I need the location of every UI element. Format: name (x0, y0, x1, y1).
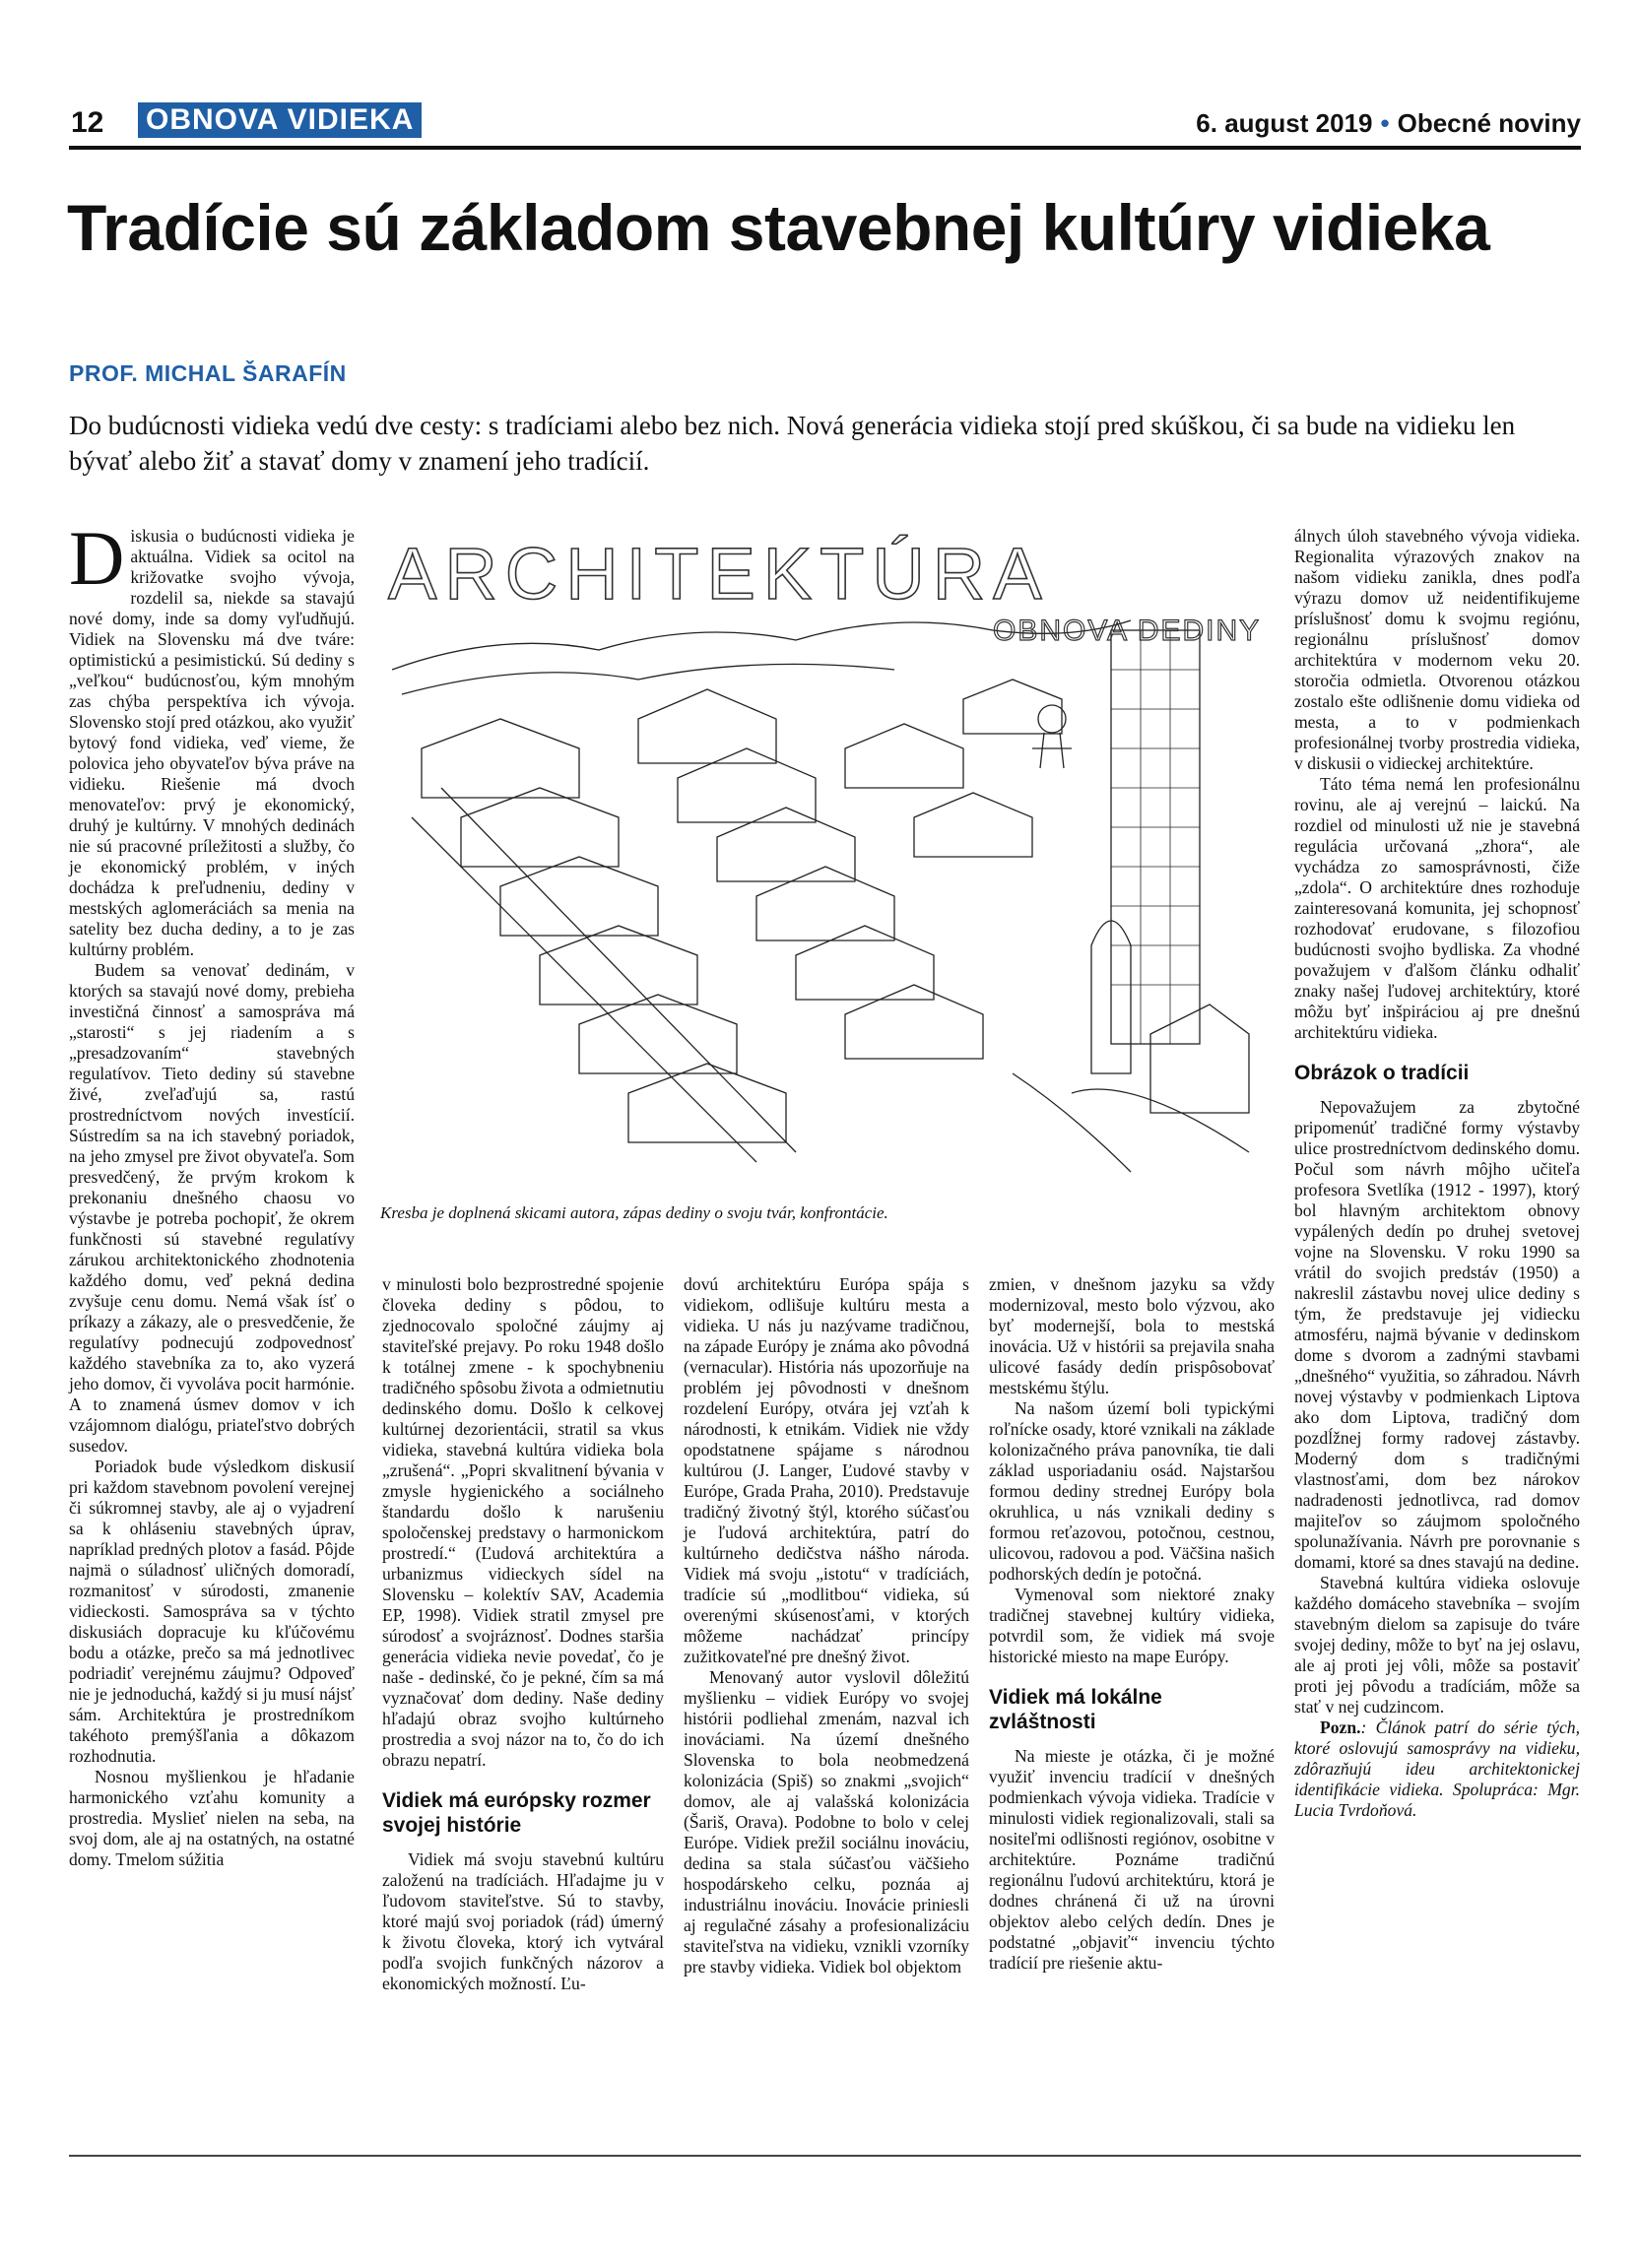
article-lead: Do budúcnosti vidieka vedú dve cesty: s tradíciami alebo bez nich. Nová generácia vidieka stojí pred skúškou, či sa bude na vidieku len bývať alebo žiť a stavať domy v znamení jeho tradícií. (69, 411, 1516, 476)
house-row (638, 689, 983, 1059)
house-row (422, 719, 786, 1142)
footer-rule (69, 2155, 1581, 2157)
paragraph: Stavebná kultúra vidieka oslovuje každého domáceho stavebníka – svojím stavebným dielom sa zapisuje do tváre svojej dediny, môže to byť na jej oslavu, ale aj proti jej vôli, môže sa postaviť proti jej pôvodu a tradíciám, môže sa stať v nej cudzincom. (1294, 1573, 1580, 1717)
publication-name: Obecné noviny (1397, 108, 1581, 138)
paragraph: Nosnou myšlienkou je hľadanie harmonického vzťahu komunity a prostredia. Myslieť nielen na seba, na svoj dom, ale aj na ostatných, na ostatné domy. Tmelom súžitia (69, 1767, 355, 1869)
column-5 (1294, 526, 1580, 1821)
subheading: Vidiek má európsky rozmer svojej histórie (382, 1789, 651, 1837)
issue-info (1196, 108, 1581, 139)
sketch-title: ARCHITEKTÚRA (388, 533, 1050, 615)
paragraph: álnych úloh stavebného vývoja vidieka. Regionalita výrazových znakov na našom vidieku zanikla, dnes podľa výrazu domov už neidentifikujeme príslušnosť domu k svojmu regiónu, regionálnu príslušnosť domov architektúra v modernom veku 20. storočia odmietla. Otvorenou otázkou zostalo ešte odlišnenie domu vidieka od mesta, a to v podmienkach profesionálnej tvorby prostredia vidieka, v diskusii o vidieckej architektúre. (1294, 526, 1580, 773)
column-3 (684, 1274, 969, 1977)
tower-block (1111, 630, 1200, 1044)
paragraph: v minulosti bolo bezprostredné spojenie človeka dediny s pôdou, to zjednocovalo spoločné záujmy aj staviteľské prejavy. Po roku 1948 došlo k totálnej zmene - k spochybneniu tradičného spôsobu života a odmietnutiu dedinského domu. Došlo k celkovej kultúrnej dezorientácii, stratil sa vkus vidieka, stavebná kultúra vidieka bola „zrušená“. „Popri skvalitnení bývania v zmysle hygienického a sociálneho štandardu došlo k narušeniu spoločenskej predstavy o harmonickom prostredí.“ (Ľudová architektúra a urbanizmus vidieckych sídel na Slovensku – kolektív SAV, Academia EP, 1998). Vidiek stratil zmysel pre súrodosť a svojráznosť. Dodnes staršia generácia vidieka nevie povedať, čo je naše - dedinské, čo je pekné, čím sa má vyznačovať dom dediny. Naše dediny hľadajú obraz svojho kultúrneho prostredia a svoj názor na to, čo do ich obrazu nepatrí. (382, 1274, 664, 1770)
author-note (1294, 1717, 1580, 1821)
village-sketch (382, 522, 1265, 1182)
page-header (69, 102, 1581, 142)
issue-date: 6. august 2019 (1196, 108, 1373, 138)
paragraph: Táto téma nemá len profesionálnu rovinu, ale aj verejnú – laickú. Na rozdiel od minulosti už nie je stavebná regulácia určovaná „zhora“, ale vychádza zo samosprávnosti, čiže „zdola“. O architektúre dnes rozhoduje zainteresovaná komunita, jej schopnosť rozhodovať erudovane, s filozofiou budúcnosti svojho bydliska. Za vhodné považujem v ďalšom článku odhaliť znaky našej ľudovej architektúry, ktoré môžu byť inšpiráciou aj pre dnešnú architektúru vidieka. (1294, 774, 1580, 1042)
paragraph: Vidiek má svoju stavebnú kultúru založenú na tradíciách. Hľadajme ju v ľudovom staviteľstve. Sú to stavby, ktoré majú svoj poriadok (rád) úmerný k životu človeka, ktorý ich vytváral podľa svojich funkčných názorov a ekonomických možností. Ľu- (382, 1849, 664, 1993)
paragraph: zmien, v dnešnom jazyku sa vždy modernizoval, mesto bolo výzvou, ako byť modernejší, bola to mestská inovácia. Už v histórii sa prejavila snaha ulicové fasády dedín prispôsobovať mestskému štýlu. (989, 1274, 1275, 1397)
paragraph: Vymenoval som niektoré znaky tradičnej stavebnej kultúry vidieka, potvrdil som, že vidiek má svoje historické miesto na mape Európy. (989, 1585, 1275, 1666)
column-1 (69, 515, 355, 1870)
paragraph: Poriadok bude výsledkom diskusií pri každom stavebnom povolení verejnej či súkromnej stavby, ale aj o vyjadrení sa k ohláseniu stavebných úprav, napríklad predných plotov a fasád. Pôjde najmä o súladnosť uličných domoradí, rozmanitosť v súrodosti, zmanenie vidieckosti. Samospráva sa v týchto diskusiách dopracuje ku kľúčovému bodu a otázke, prečo sa má jednotlivec podriadiť verejnému záujmu? Odpoveď nie je jednoduchá, každý si ju musí nájsť sám. Architektúra je prostredníkom takéhoto premýšľania a dôkazom rozhodnutia. (69, 1457, 355, 1766)
note-label: Pozn. (1320, 1717, 1361, 1737)
section-label: OBNOVA VIDIEKA (138, 102, 422, 138)
paragraph: Na mieste je otázka, či je možné využiť invenciu tradícií v dnešných podmienkach vývoja vidieka. Tradície v minulosti vidiek regionalizovali, stali sa nositeľmi odlišnosti regiónov, osobitne v architektúre. Poznáme tradičnú regionálnu ľudovú architektúru, ktorá je dodnes chránená či už na úrovni objektov alebo celých dedín. Dnes je podstatné „objaviť“ invenciu týchto tradícií pre riešenie aktu- (989, 1746, 1275, 1973)
page-number: 12 (71, 106, 104, 139)
article-title: Tradície sú základom stavebnej kultúry vidieka (67, 191, 1490, 264)
column-4 (989, 1274, 1275, 1974)
paragraph: Menovaný autor vyslovil dôležitú myšlienku – vidiek Európy vo svojej histórii podliehal zmenám, nazval ich inováciami. Na území dnešného Slovenska to bola neobmedzená kolonizácia (Spiš) so znakmi „svojich“ domov, ale aj valašská kolonizácia (Šariš, Orava). Podobne to bolo v celej Európe. Vidiek prežil sociálnu inováciu, dedina sa stala súčasťou väčšieho hospodárskeho celku, poznáa aj industriálnu inováciu. Inovácie priniesli aj regulačné zásahy a profesionalizáciu staviteľstva na vidieku, vznikli vzorníky pre stavby vidieka. Vidiek bol objektom (684, 1667, 969, 1976)
figure-caption: Kresba je doplnená skicami autora, zápas dediny o svoju tvár, konfrontácie. (380, 1203, 888, 1222)
article-author: PROF. MICHAL ŠARAFÍN (69, 360, 347, 386)
paragraph: Nepovažujem za zbytočné pripomenúť tradičné formy výstavby ulice prostredníctvom dedinského domu. Počul som návrh môjho učiteľa profesora Svetlíka (1912 - 1997), ktorý bol hlavným architektom obnovy vypálených dedín po druhej svetovej vojne na Slovensku. V roku 1990 sa vrátil do svojich predstáv (1950) a nakreslil zástavbu novej ulice dediny s tým, že predstavuje jej vidiecku atmosféru, najmä bývanie v dedinskom dome s dvorom a zadnými stavbami „dnešného“ využitia, so záhradou. Návrh novej výstavby v podmienkach Liptova ako dom Liptova, tradičný dom pozdĺžnej formy radovej zástavby. Moderný dom s tradičnými vlastnosťami, dom bez nárokov nadradenosti jednotlivca, rad domov majiteľov so záujmom spoločného spolunažívania. Návrh pre porovnanie s domami, ktoré sa dnes stavajú na dedine. (1294, 1097, 1580, 1572)
paragraph: Budem sa venovať dedinám, v ktorých sa stavajú nové domy, prebieha investičná činnosť a samospráva má „starosti“ s jej riadením a s „presadzovaním“ stavebných regulatívov. Tieto dediny sú stavebne živé, zveľaďujú sa, rastú prostredníctvom nových investícií. Sústredím sa na ich stavebný poriadok, na jeho zmysel pre život obyvateľa. Som presvedčený, že prvým krokom k prekonaniu dnešného chaosu vo výstavbe je potreba pochopiť, že okrem funkčnosti sú stavebné regulatívy zárukou architektonického zhodnotenia každého domu, veď pekná dedina zvyšuje cenu domu. Nemá však ísť o príkazy a zákazy, ale o presvedčenie, že regulatívy podnecujú zodpovednosť každého stavebníka za to, ako vyzerá jeho domov, či vyvoláva pocit harmónie. A to znamená úsmev domov v ich vzájomnom dialógu, priateľstvo dobrých susedov. (69, 960, 355, 1456)
house-row (845, 680, 1062, 857)
drop-cap: D (69, 515, 125, 601)
note-text: : Článok patrí do série tých, ktoré oslovujú samosprávy na vidieku, zdôrazňujú ideu architektonickej identifikácie vidieka. Spolupráca: Mgr. Lucia Tvrdoňová. (1294, 1717, 1580, 1820)
subheading: Vidiek má lokálne zvláštnosti (989, 1686, 1162, 1733)
subheading: Obrázok o tradícii (1294, 1062, 1470, 1084)
sketch-subtitle: OBNOVA DEDINY (993, 615, 1262, 647)
paragraph: Na našom území boli typickými roľnícke osady, ktoré vznikali na základe kolonizačného práva panovníka, tie dali základ usporiadaniu osád. Najstaršou formou dediny strednej Európy bola okruhlica, u nás vznikali dediny s formou reťazovou, potočnou, cestnou, ulicovou, radovou a pod. Väčšina našich podhorských dedín je potočná. (989, 1398, 1275, 1584)
paragraph: dovú architektúru Európa spája s vidiekom, odlišuje kultúru mesta a vidieka. U nás ju nazývame tradičnou, na západe Európy je známa ako pôvodná (vernacular). História nás upozorňuje na problém jej pôvodnosti v dnešnom rozdelení Európy, otvára jej vzťah k národnosti, k etnikám. Vidiek nie vždy opodstatnene spájame s národnou kultúrou (J. Langer, Ľudové stavby v Európe, Grada Praha, 2010). Predstavuje tradičný životný štýl, ktorého súčasťou je ľudová architektúra, patrí do kultúrneho dedičstva nášho národa. Vidiek má svoju „istotu“ v tradíciách, tradície sú „modlitbou“ vidieka, sú overenými skúsenosťami, v ktorých môžeme nachádzať princípy zužitkovateľné pre dnešný život. (684, 1274, 969, 1666)
column-2 (382, 1274, 664, 1994)
separator: • (1380, 108, 1390, 138)
illustration (382, 522, 1265, 1182)
paragraph: Diskusia o budúcnosti vidieka je aktuálna. Vidiek sa ocitol na križovatke svojho vývoja, rozdelil sa, niekde sa stavajú nové domy, inde sa domy vyľudňujú. Vidiek na Slovensku má dve tváre: optimistickú a pesimistickú. Sú dediny s „veľkou“ budúcnosťou, kým mnohým zas chýba perspektíva ich vývoja. Slovensko stojí pred otázkou, ako využiť bytový fond vidieka, veď vieme, že polovica jeho obyvateľov býva práve na vidieku. Riešenie má dvoch menovateľov: prvý je ekonomický, druhý je kultúrny. V mnohých dedinách nie sú pracovné príležitosti a služby, čo je ekonomický problém, v iných dochádza k preľudneniu, dediny v mestských aglomeráciách sa menia na satelity bez ducha dediny, a to je zas kultúrny problém. (69, 515, 355, 959)
header-rule (69, 146, 1581, 150)
